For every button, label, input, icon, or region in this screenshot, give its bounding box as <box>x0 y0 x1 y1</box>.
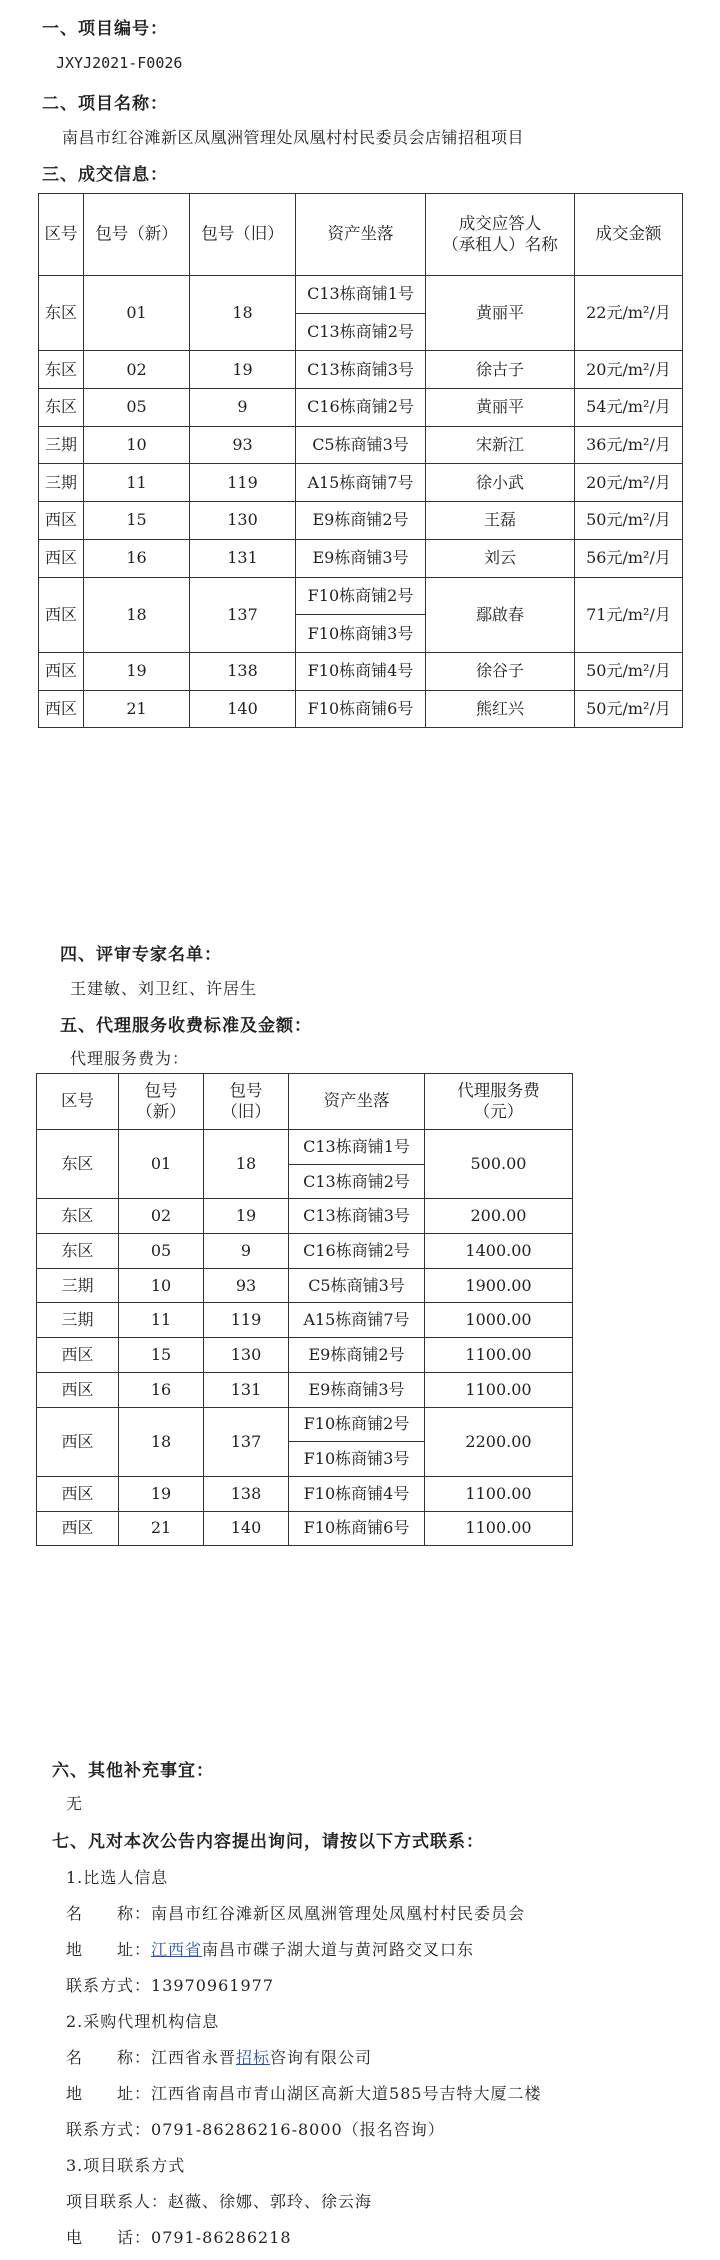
zone-cell: 东区 <box>39 389 84 427</box>
project-number: JXYJ2021-F0026 <box>56 54 183 72</box>
package-old-cell: 138 <box>190 652 296 690</box>
column-header: 成交金额 <box>575 194 683 276</box>
zone-cell: 东区 <box>37 1234 119 1269</box>
column-header: 资产坐落 <box>289 1074 425 1130</box>
zone-cell: 西区 <box>39 652 84 690</box>
package-new-cell: 16 <box>84 539 190 577</box>
package-old-cell: 119 <box>204 1303 289 1338</box>
tenant-cell: 黄丽平 <box>426 389 575 427</box>
asset-location-cell: E9栋商铺2号 <box>289 1338 425 1373</box>
table-row <box>39 690 683 728</box>
package-old-cell: 9 <box>190 389 296 427</box>
section-1-heading: 一、项目编号： <box>42 19 168 39</box>
package-old-cell: 19 <box>204 1199 289 1234</box>
asset-location-cell: C13栋商铺2号 <box>296 313 426 351</box>
owner-phone-label: 联系方式： <box>66 1976 152 1995</box>
agency-fee-cell: 2200.00 <box>425 1407 573 1476</box>
expert-list: 王建敏、刘卫红、许居生 <box>70 979 258 998</box>
agency-fee-cell: 1100.00 <box>425 1372 573 1407</box>
asset-location-cell: F10栋商铺4号 <box>289 1476 425 1511</box>
table-row <box>39 577 683 615</box>
project-name: 南昌市红谷滩新区凤凰洲管理处凤凰村村民委员会店铺招租项目 <box>62 128 525 147</box>
deal-amount-cell: 54元/m²/月 <box>575 389 683 427</box>
package-new-cell: 19 <box>119 1476 204 1511</box>
table-row <box>37 1268 573 1303</box>
zone-cell: 西区 <box>39 539 84 577</box>
tenant-cell: 徐古子 <box>426 351 575 389</box>
project-contact-label: 项目联系人： <box>66 2192 169 2211</box>
package-old-cell: 140 <box>190 690 296 728</box>
zone-cell: 东区 <box>37 1199 119 1234</box>
table-row <box>39 539 683 577</box>
column-header: 代理服务费 （元） <box>425 1074 573 1130</box>
agency-fee-cell: 1100.00 <box>425 1338 573 1373</box>
zone-cell: 西区 <box>39 690 84 728</box>
agent-info-title: 2.采购代理机构信息 <box>66 2012 220 2031</box>
deal-amount-cell: 20元/m²/月 <box>575 464 683 502</box>
zone-cell: 三期 <box>39 464 84 502</box>
project-contacts: 赵薇、徐娜、郭玲、徐云海 <box>168 2192 373 2211</box>
package-new-cell: 01 <box>119 1130 204 1199</box>
deal-amount-cell: 20元/m²/月 <box>575 351 683 389</box>
package-old-cell: 18 <box>190 276 296 351</box>
tenant-cell: 鄢啟春 <box>426 577 575 652</box>
zone-cell: 西区 <box>39 502 84 540</box>
asset-location-cell: C16栋商铺2号 <box>289 1234 425 1269</box>
package-new-cell: 02 <box>119 1199 204 1234</box>
agent-phone-label: 联系方式： <box>66 2120 152 2139</box>
owner-name-label: 名 称： <box>66 1904 152 1923</box>
owner-phone: 13970961977 <box>151 1976 274 1995</box>
package-old-cell: 131 <box>204 1372 289 1407</box>
asset-location-cell: C16栋商铺2号 <box>296 389 426 427</box>
package-old-cell: 137 <box>204 1407 289 1476</box>
package-old-cell: 130 <box>204 1338 289 1373</box>
section-3-heading: 三、成交信息： <box>42 165 168 185</box>
package-new-cell: 15 <box>119 1338 204 1373</box>
project-contact-line <box>66 2189 372 2212</box>
package-old-cell: 138 <box>204 1476 289 1511</box>
section-7-heading: 七、凡对本次公告内容提出询问，请按以下方式联系： <box>52 1832 484 1852</box>
package-new-cell: 10 <box>119 1268 204 1303</box>
asset-location-cell: E9栋商铺3号 <box>296 539 426 577</box>
agent-name-label: 名 称： <box>66 2048 152 2067</box>
package-old-cell: 93 <box>190 426 296 464</box>
owner-info-title: 1.比选人信息 <box>66 1868 169 1887</box>
project-contact-title: 3.项目联系方式 <box>66 2156 186 2175</box>
package-old-cell: 18 <box>204 1130 289 1199</box>
province-link[interactable]: 江西省 <box>151 1940 203 1959</box>
package-new-cell: 18 <box>119 1407 204 1476</box>
table-row <box>37 1338 573 1373</box>
column-header: 成交应答人 （承租人）名称 <box>426 194 575 276</box>
tenant-cell: 宋新江 <box>426 426 575 464</box>
other-matters: 无 <box>66 1794 84 1813</box>
agency-fee-cell: 200.00 <box>425 1199 573 1234</box>
package-old-cell: 131 <box>190 539 296 577</box>
agency-fee-cell: 1100.00 <box>425 1476 573 1511</box>
table-row <box>37 1130 573 1165</box>
agency-fee-cell: 1400.00 <box>425 1234 573 1269</box>
zone-cell: 西区 <box>37 1407 119 1476</box>
zone-cell: 西区 <box>37 1511 119 1546</box>
owner-name: 南昌市红谷滩新区凤凰洲管理处凤凰村村民委员会 <box>151 1904 526 1923</box>
table-row <box>37 1476 573 1511</box>
deal-amount-cell: 22元/m²/月 <box>575 276 683 351</box>
table-header-row <box>39 194 683 276</box>
column-header: 包号（新） <box>84 194 190 276</box>
tenant-cell: 熊红兴 <box>426 690 575 728</box>
asset-location-cell: C5栋商铺3号 <box>289 1268 425 1303</box>
table-header-row <box>37 1074 573 1130</box>
tender-link[interactable]: 招标 <box>236 2048 271 2067</box>
section-4-heading: 四、评审专家名单： <box>60 945 222 965</box>
package-new-cell: 21 <box>84 690 190 728</box>
asset-location-cell: E9栋商铺3号 <box>289 1372 425 1407</box>
deal-amount-cell: 56元/m²/月 <box>575 539 683 577</box>
owner-name-line <box>66 1901 525 1924</box>
column-header: 包号（旧） <box>190 194 296 276</box>
table-row <box>39 276 683 314</box>
tenant-cell: 徐小武 <box>426 464 575 502</box>
agent-phone-line <box>66 2117 445 2140</box>
column-header: 资产坐落 <box>296 194 426 276</box>
zone-cell: 东区 <box>37 1130 119 1199</box>
asset-location-cell: C13栋商铺1号 <box>289 1130 425 1165</box>
asset-location-cell: A15栋商铺7号 <box>289 1303 425 1338</box>
table-row <box>37 1372 573 1407</box>
asset-location-cell: F10栋商铺3号 <box>289 1442 425 1477</box>
deal-amount-cell: 50元/m²/月 <box>575 652 683 690</box>
zone-cell: 西区 <box>39 577 84 652</box>
zone-cell: 三期 <box>37 1268 119 1303</box>
zone-cell: 西区 <box>37 1372 119 1407</box>
package-new-cell: 02 <box>84 351 190 389</box>
agency-fee-cell: 1000.00 <box>425 1303 573 1338</box>
agent-name-line <box>66 2045 372 2068</box>
project-phone: 0791-86286218 <box>151 2228 292 2247</box>
column-header: 区号 <box>37 1074 119 1130</box>
column-header: 区号 <box>39 194 84 276</box>
agent-address-line <box>66 2081 542 2104</box>
package-new-cell: 11 <box>84 464 190 502</box>
asset-location-cell: A15栋商铺7号 <box>296 464 426 502</box>
deal-amount-cell: 36元/m²/月 <box>575 426 683 464</box>
package-old-cell: 19 <box>190 351 296 389</box>
package-old-cell: 119 <box>190 464 296 502</box>
tenant-cell: 徐谷子 <box>426 652 575 690</box>
package-old-cell: 137 <box>190 577 296 652</box>
asset-location-cell: C13栋商铺3号 <box>289 1199 425 1234</box>
package-new-cell: 19 <box>84 652 190 690</box>
asset-location-cell: F10栋商铺2号 <box>296 577 426 615</box>
column-header: 包号 （新） <box>119 1074 204 1130</box>
tenant-cell: 黄丽平 <box>426 276 575 351</box>
agency-fee-cell: 1100.00 <box>425 1511 573 1546</box>
column-header: 包号 （旧） <box>204 1074 289 1130</box>
package-new-cell: 15 <box>84 502 190 540</box>
package-new-cell: 11 <box>119 1303 204 1338</box>
deal-amount-cell: 71元/m²/月 <box>575 577 683 652</box>
owner-address-line <box>66 1937 474 1960</box>
zone-cell: 西区 <box>37 1338 119 1373</box>
table-row <box>39 652 683 690</box>
agency-fee-intro: 代理服务费为： <box>70 1049 190 1068</box>
zone-cell: 三期 <box>39 426 84 464</box>
asset-location-cell: C13栋商铺3号 <box>296 351 426 389</box>
section-6-heading: 六、其他补充事宜： <box>52 1761 214 1781</box>
package-old-cell: 9 <box>204 1234 289 1269</box>
table-row <box>37 1234 573 1269</box>
package-new-cell: 01 <box>84 276 190 351</box>
asset-location-cell: F10栋商铺2号 <box>289 1407 425 1442</box>
agent-name-post: 咨询有限公司 <box>270 2048 373 2067</box>
table-row <box>37 1199 573 1234</box>
package-new-cell: 05 <box>84 389 190 427</box>
zone-cell: 三期 <box>37 1303 119 1338</box>
owner-phone-line <box>66 1973 274 1996</box>
asset-location-cell: F10栋商铺6号 <box>289 1511 425 1546</box>
agency-fee-cell: 500.00 <box>425 1130 573 1199</box>
section-2-heading: 二、项目名称： <box>42 94 168 114</box>
asset-location-cell: F10栋商铺4号 <box>296 652 426 690</box>
section-5-heading: 五、代理服务收费标准及金额： <box>60 1016 312 1036</box>
table-row <box>37 1407 573 1442</box>
package-new-cell: 05 <box>119 1234 204 1269</box>
asset-location-cell: F10栋商铺6号 <box>296 690 426 728</box>
asset-location-cell: C5栋商铺3号 <box>296 426 426 464</box>
agent-name-pre: 江西省永晋 <box>151 2048 237 2067</box>
deal-info-table <box>38 193 683 728</box>
owner-address: 南昌市碟子湖大道与黄河路交叉口东 <box>202 1940 475 1959</box>
asset-location-cell: C13栋商铺1号 <box>296 276 426 314</box>
package-new-cell: 21 <box>119 1511 204 1546</box>
asset-location-cell: C13栋商铺2号 <box>289 1164 425 1199</box>
table-row <box>39 426 683 464</box>
package-old-cell: 93 <box>204 1268 289 1303</box>
asset-location-cell: F10栋商铺3号 <box>296 615 426 653</box>
agent-address: 江西省南昌市青山湖区高新大道585号吉特大厦二楼 <box>151 2084 542 2103</box>
package-new-cell: 18 <box>84 577 190 652</box>
project-phone-line <box>66 2225 292 2248</box>
zone-cell: 东区 <box>39 276 84 351</box>
tenant-cell: 王磊 <box>426 502 575 540</box>
package-new-cell: 10 <box>84 426 190 464</box>
table-row <box>39 351 683 389</box>
tenant-cell: 刘云 <box>426 539 575 577</box>
table-row <box>37 1303 573 1338</box>
package-new-cell: 16 <box>119 1372 204 1407</box>
asset-location-cell: E9栋商铺2号 <box>296 502 426 540</box>
agent-phone: 0791-86286216-8000（报名咨询） <box>151 2120 445 2139</box>
table-row <box>37 1511 573 1546</box>
package-old-cell: 130 <box>190 502 296 540</box>
deal-amount-cell: 50元/m²/月 <box>575 502 683 540</box>
agency-fee-cell: 1900.00 <box>425 1268 573 1303</box>
agent-address-label: 地 址： <box>66 2084 152 2103</box>
table-row <box>39 389 683 427</box>
zone-cell: 西区 <box>37 1476 119 1511</box>
deal-amount-cell: 50元/m²/月 <box>575 690 683 728</box>
project-phone-label: 电 话： <box>66 2228 152 2247</box>
package-old-cell: 140 <box>204 1511 289 1546</box>
zone-cell: 东区 <box>39 351 84 389</box>
table-row <box>39 464 683 502</box>
table-row <box>39 502 683 540</box>
owner-address-label: 地 址： <box>66 1940 152 1959</box>
agency-fee-table <box>36 1073 573 1546</box>
